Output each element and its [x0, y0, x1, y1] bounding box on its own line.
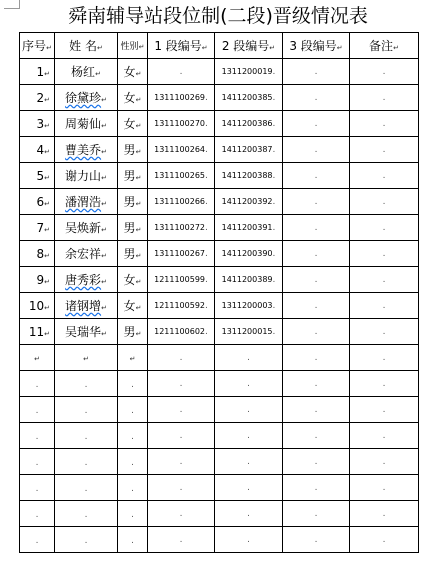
cell-mark: . — [314, 66, 318, 77]
row-code2: 1411200389. — [215, 267, 283, 293]
header-index: 序号↵ — [20, 33, 55, 59]
row-cell — [148, 397, 215, 423]
cell-mark: . — [382, 430, 386, 441]
paragraph-mark: ↵ — [44, 95, 50, 104]
row-code1: 1311100266. — [148, 189, 215, 215]
cell-mark: . — [247, 534, 250, 545]
paragraph-mark: ↵ — [101, 96, 107, 104]
cell-mark: . — [314, 274, 318, 285]
cell-mark: . — [272, 326, 276, 337]
cell-mark: . — [179, 456, 183, 467]
cell-mark: . — [382, 66, 386, 77]
cell-mark: . — [272, 222, 276, 233]
row-name: 诸钢增↵ — [55, 293, 118, 319]
paragraph-mark: ↵ — [44, 147, 50, 156]
row-code1: 1311100272. — [148, 215, 215, 241]
paragraph-mark: ↵ — [135, 122, 142, 130]
paragraph-mark: ↵ — [44, 225, 50, 234]
paragraph-mark: ↵ — [135, 96, 142, 104]
cell-mark: . — [131, 484, 134, 494]
cell-mark: . — [382, 170, 386, 181]
row-cell — [350, 423, 419, 449]
cell-mark: . — [382, 352, 386, 363]
paragraph-mark: ↵ — [101, 304, 107, 312]
cell-mark: . — [314, 170, 318, 181]
row-gender: 男↵ — [118, 137, 148, 163]
paragraph-mark: ↵ — [34, 355, 40, 363]
row-cell — [215, 371, 283, 397]
row-name — [55, 475, 118, 501]
row-index: 3↵ — [20, 111, 55, 137]
row-gender — [118, 527, 148, 553]
cell-mark: . — [179, 508, 183, 519]
cell-mark: . — [314, 352, 318, 363]
row-index: 10↵ — [20, 293, 55, 319]
cell-mark: . — [314, 248, 318, 259]
paragraph-mark: ↵ — [129, 355, 136, 363]
paragraph-mark: ↵ — [44, 69, 50, 78]
row-cell — [215, 449, 283, 475]
row-index — [20, 449, 55, 475]
cell-mark: . — [35, 536, 39, 546]
row-cell — [148, 475, 215, 501]
row-cell — [283, 527, 350, 553]
row-name: 谢力山↵ — [55, 163, 118, 189]
row-code3 — [283, 163, 350, 189]
paragraph-mark: ↵ — [44, 303, 50, 312]
row-remark — [350, 163, 419, 189]
row-gender: 男↵ — [118, 189, 148, 215]
cell-mark: . — [272, 92, 276, 103]
row-cell — [350, 475, 419, 501]
header-code3: 3 段编号↵ — [283, 33, 350, 59]
paragraph-mark: ↵ — [83, 355, 89, 363]
cell-mark: . — [35, 510, 39, 520]
cell-mark: . — [131, 406, 134, 416]
cell-mark: . — [247, 378, 250, 389]
paragraph-mark: ↵ — [135, 70, 142, 78]
row-gender: 男↵ — [118, 241, 148, 267]
row-remark — [350, 215, 419, 241]
row-remark — [350, 267, 419, 293]
cell-mark: . — [247, 482, 250, 493]
paragraph-mark: ↵ — [101, 252, 107, 260]
row-code1: 1311100267. — [148, 241, 215, 267]
cell-mark: . — [35, 432, 39, 442]
promotion-table — [19, 32, 419, 553]
header-code1: 1 段编号↵ — [148, 33, 215, 59]
row-index: 8↵ — [20, 241, 55, 267]
row-index: 6↵ — [20, 189, 55, 215]
table-row-empty — [20, 449, 419, 475]
cell-mark: . — [205, 92, 208, 103]
row-code3 — [283, 293, 350, 319]
row-code1: 1311100265. — [148, 163, 215, 189]
cell-mark: . — [382, 300, 386, 311]
cell-mark: . — [247, 430, 250, 441]
row-code1: 1311100264. — [148, 137, 215, 163]
paragraph-mark: ↵ — [135, 174, 142, 182]
row-index — [20, 371, 55, 397]
row-cell — [350, 501, 419, 527]
row-cell — [148, 527, 215, 553]
row-cell — [350, 397, 419, 423]
paragraph-mark: ↵ — [101, 122, 107, 130]
row-name — [55, 423, 118, 449]
cell-mark: . — [314, 404, 318, 415]
cell-mark: . — [84, 406, 88, 416]
row-code2: 1411200388. — [215, 163, 283, 189]
paragraph-mark: ↵ — [44, 329, 50, 338]
cell-mark: . — [247, 508, 250, 519]
cell-mark: . — [35, 380, 39, 390]
row-gender: 女↵ — [118, 85, 148, 111]
row-name — [55, 397, 118, 423]
row-code2: 1311200019. — [215, 59, 283, 85]
row-gender — [118, 345, 148, 371]
row-gender: 男↵ — [118, 319, 148, 345]
paragraph-mark: ↵ — [101, 278, 107, 286]
row-cell — [215, 423, 283, 449]
row-index: 2↵ — [20, 85, 55, 111]
cell-mark: . — [205, 222, 208, 233]
row-code2: 1411200385. — [215, 85, 283, 111]
paragraph-mark: ↵ — [135, 330, 142, 338]
cell-mark: . — [382, 196, 386, 207]
paragraph-mark: ↵ — [101, 226, 107, 234]
row-index — [20, 501, 55, 527]
row-index: 11↵ — [20, 319, 55, 345]
cell-mark: . — [84, 432, 88, 442]
cell-mark: . — [272, 170, 276, 181]
cell-mark: . — [382, 144, 386, 155]
cell-mark: . — [131, 510, 134, 520]
paragraph-mark: ↵ — [135, 148, 142, 156]
document-title: 舜南辅导站段位制(二段)晋级情况表 — [68, 5, 368, 27]
row-gender — [118, 423, 148, 449]
row-name — [55, 345, 118, 371]
row-index — [20, 475, 55, 501]
row-name: 吴瑞华↵ — [55, 319, 118, 345]
cell-mark: . — [272, 248, 276, 259]
row-index — [20, 345, 55, 371]
cell-mark: . — [382, 456, 386, 467]
row-index: 9↵ — [20, 267, 55, 293]
table-row — [20, 163, 419, 189]
cell-mark: . — [314, 196, 318, 207]
cell-mark: . — [84, 380, 88, 390]
paragraph-mark: ↵ — [95, 70, 101, 78]
cell-mark: . — [247, 352, 250, 363]
paragraph-mark: ↵ — [44, 121, 50, 130]
cell-mark: . — [179, 534, 183, 545]
cell-mark: . — [247, 456, 250, 467]
cell-mark: . — [35, 406, 39, 416]
row-code2: 1311200003. — [215, 293, 283, 319]
table-row-empty — [20, 423, 419, 449]
table-row — [20, 189, 419, 215]
row-name: 吴焕新↵ — [55, 215, 118, 241]
row-index: 4↵ — [20, 137, 55, 163]
cell-mark: . — [247, 404, 250, 415]
cell-mark: . — [382, 482, 386, 493]
row-code2: 1411200392. — [215, 189, 283, 215]
row-index: 7↵ — [20, 215, 55, 241]
row-cell — [148, 371, 215, 397]
paragraph-mark: ↵ — [101, 148, 107, 156]
header-name: 姓 名↵ — [55, 33, 118, 59]
row-cell — [350, 449, 419, 475]
paragraph-mark: ↵ — [135, 226, 142, 234]
row-cell — [350, 527, 419, 553]
row-remark — [350, 189, 419, 215]
cell-mark: . — [84, 510, 88, 520]
table-row — [20, 85, 419, 111]
paragraph-mark: ↵ — [44, 173, 50, 182]
row-gender: 男↵ — [118, 215, 148, 241]
cell-mark: . — [179, 352, 183, 363]
table-row — [20, 137, 419, 163]
row-cell — [283, 371, 350, 397]
header-remark: 备注↵ — [350, 33, 419, 59]
row-code2: 1411200390. — [215, 241, 283, 267]
row-code3 — [283, 215, 350, 241]
row-cell — [148, 423, 215, 449]
row-code1: 1311100270. — [148, 111, 215, 137]
cell-mark: . — [205, 248, 208, 259]
row-cell — [148, 345, 215, 371]
row-cell — [350, 345, 419, 371]
paragraph-mark: ↵ — [101, 200, 107, 208]
row-cell — [148, 449, 215, 475]
row-remark — [350, 111, 419, 137]
cell-mark: . — [382, 534, 386, 545]
row-index — [20, 423, 55, 449]
table-row-empty — [20, 345, 419, 371]
cell-mark: . — [272, 196, 276, 207]
row-remark — [350, 293, 419, 319]
row-gender: 男↵ — [118, 163, 148, 189]
table-row — [20, 215, 419, 241]
cell-mark: . — [382, 222, 386, 233]
header-code2: 2 段编号↵ — [215, 33, 283, 59]
cell-mark: . — [179, 404, 183, 415]
row-cell — [215, 345, 283, 371]
row-remark — [350, 241, 419, 267]
cell-mark: . — [205, 170, 208, 181]
row-cell — [283, 501, 350, 527]
table-row — [20, 111, 419, 137]
cell-mark: . — [131, 458, 134, 468]
row-name: 唐秀彩↵ — [55, 267, 118, 293]
row-gender — [118, 475, 148, 501]
row-gender: 女↵ — [118, 111, 148, 137]
cell-mark: . — [272, 66, 276, 77]
cell-mark: . — [382, 378, 386, 389]
cell-mark: . — [382, 508, 386, 519]
cell-mark: . — [205, 326, 208, 337]
row-code3 — [283, 85, 350, 111]
table-row — [20, 319, 419, 345]
row-gender: 女↵ — [118, 293, 148, 319]
cell-mark: . — [314, 300, 318, 311]
cell-mark: . — [382, 118, 386, 129]
cell-mark: . — [272, 118, 276, 129]
cell-mark: . — [382, 404, 386, 415]
paragraph-mark: ↵ — [101, 174, 107, 182]
row-gender — [118, 449, 148, 475]
row-code3 — [283, 189, 350, 215]
table-row-empty — [20, 475, 419, 501]
paragraph-mark: ↵ — [44, 277, 50, 286]
cell-mark: . — [205, 144, 208, 155]
cell-mark: . — [205, 300, 208, 311]
row-code3 — [283, 319, 350, 345]
row-code2: 1411200387. — [215, 137, 283, 163]
cell-mark: . — [382, 248, 386, 259]
paragraph-mark: ↵ — [44, 199, 50, 208]
cell-mark: . — [272, 300, 276, 311]
row-gender — [118, 397, 148, 423]
cell-mark: . — [314, 92, 318, 103]
cell-mark: . — [314, 456, 318, 467]
cell-mark: . — [314, 326, 318, 337]
row-gender: 女↵ — [118, 59, 148, 85]
row-name: 余宏祥↵ — [55, 241, 118, 267]
row-code3 — [283, 111, 350, 137]
header-gender: 性别↵ — [118, 33, 148, 59]
table-row — [20, 293, 419, 319]
cell-mark: . — [314, 508, 318, 519]
cell-mark: . — [314, 222, 318, 233]
table-row-empty — [20, 371, 419, 397]
cell-mark: . — [205, 196, 208, 207]
cell-mark: . — [84, 458, 88, 468]
paragraph-mark: ↵ — [135, 200, 142, 208]
row-code3 — [283, 241, 350, 267]
row-code1: 1211100599. — [148, 267, 215, 293]
cell-mark: . — [131, 432, 134, 442]
row-name: 周菊仙↵ — [55, 111, 118, 137]
cell-mark: . — [179, 378, 183, 389]
cell-mark: . — [131, 380, 134, 390]
row-name — [55, 371, 118, 397]
table-row — [20, 241, 419, 267]
row-gender — [118, 501, 148, 527]
cell-mark: . — [35, 458, 39, 468]
row-remark — [350, 85, 419, 111]
cell-mark: . — [272, 274, 276, 285]
row-name: 徐黛珍↵ — [55, 85, 118, 111]
row-cell — [215, 475, 283, 501]
row-cell — [215, 527, 283, 553]
row-code1: 1311100269. — [148, 85, 215, 111]
cell-mark: . — [314, 534, 318, 545]
cell-mark: . — [314, 378, 318, 389]
table-row — [20, 267, 419, 293]
paragraph-mark: ↵ — [135, 304, 142, 312]
row-cell — [215, 501, 283, 527]
cell-mark: . — [179, 482, 183, 493]
cell-mark: . — [314, 430, 318, 441]
paragraph-mark: ↵ — [101, 330, 107, 338]
cell-mark: . — [382, 274, 386, 285]
paragraph-mark: ↵ — [135, 278, 142, 286]
row-remark — [350, 319, 419, 345]
table-row — [20, 59, 419, 85]
row-cell — [283, 345, 350, 371]
row-cell — [215, 397, 283, 423]
cell-mark: . — [84, 484, 88, 494]
row-code2: 1311200015. — [215, 319, 283, 345]
paragraph-mark: ↵ — [135, 252, 142, 260]
table-header-row — [20, 33, 419, 59]
row-index — [20, 527, 55, 553]
cell-mark: . — [205, 274, 208, 285]
row-remark — [350, 137, 419, 163]
row-code3 — [283, 59, 350, 85]
row-cell — [283, 475, 350, 501]
row-index: 1↵ — [20, 59, 55, 85]
row-gender — [118, 371, 148, 397]
row-code1 — [148, 59, 215, 85]
row-cell — [283, 397, 350, 423]
row-code2: 1411200391. — [215, 215, 283, 241]
cell-mark: . — [382, 326, 386, 337]
cell-mark: . — [179, 66, 183, 77]
row-code1: 1211100592. — [148, 293, 215, 319]
cell-mark: . — [205, 118, 208, 129]
row-remark — [350, 59, 419, 85]
table-body — [20, 59, 419, 553]
row-cell — [148, 501, 215, 527]
cell-mark: . — [35, 484, 39, 494]
row-index — [20, 397, 55, 423]
row-code3 — [283, 267, 350, 293]
row-name: 曹美乔↵ — [55, 137, 118, 163]
row-code3 — [283, 137, 350, 163]
cell-mark: . — [179, 430, 183, 441]
cell-mark: . — [314, 482, 318, 493]
cell-mark: . — [382, 92, 386, 103]
cell-mark: . — [131, 536, 134, 546]
row-cell — [283, 423, 350, 449]
row-name — [55, 501, 118, 527]
cell-mark: . — [314, 144, 318, 155]
table-row-empty — [20, 501, 419, 527]
row-cell — [283, 449, 350, 475]
cell-mark: . — [314, 118, 318, 129]
row-code2: 1411200386. — [215, 111, 283, 137]
table-row-empty — [20, 397, 419, 423]
row-index: 5↵ — [20, 163, 55, 189]
paragraph-mark: ↵ — [44, 251, 50, 260]
row-cell — [350, 371, 419, 397]
row-name — [55, 527, 118, 553]
row-gender: 女↵ — [118, 267, 148, 293]
row-name — [55, 449, 118, 475]
row-name: 杨红↵ — [55, 59, 118, 85]
row-code1: 1211100602. — [148, 319, 215, 345]
row-name: 潘渭浩↵ — [55, 189, 118, 215]
table-row-empty — [20, 527, 419, 553]
cell-mark: . — [272, 144, 276, 155]
cell-mark: . — [84, 536, 88, 546]
